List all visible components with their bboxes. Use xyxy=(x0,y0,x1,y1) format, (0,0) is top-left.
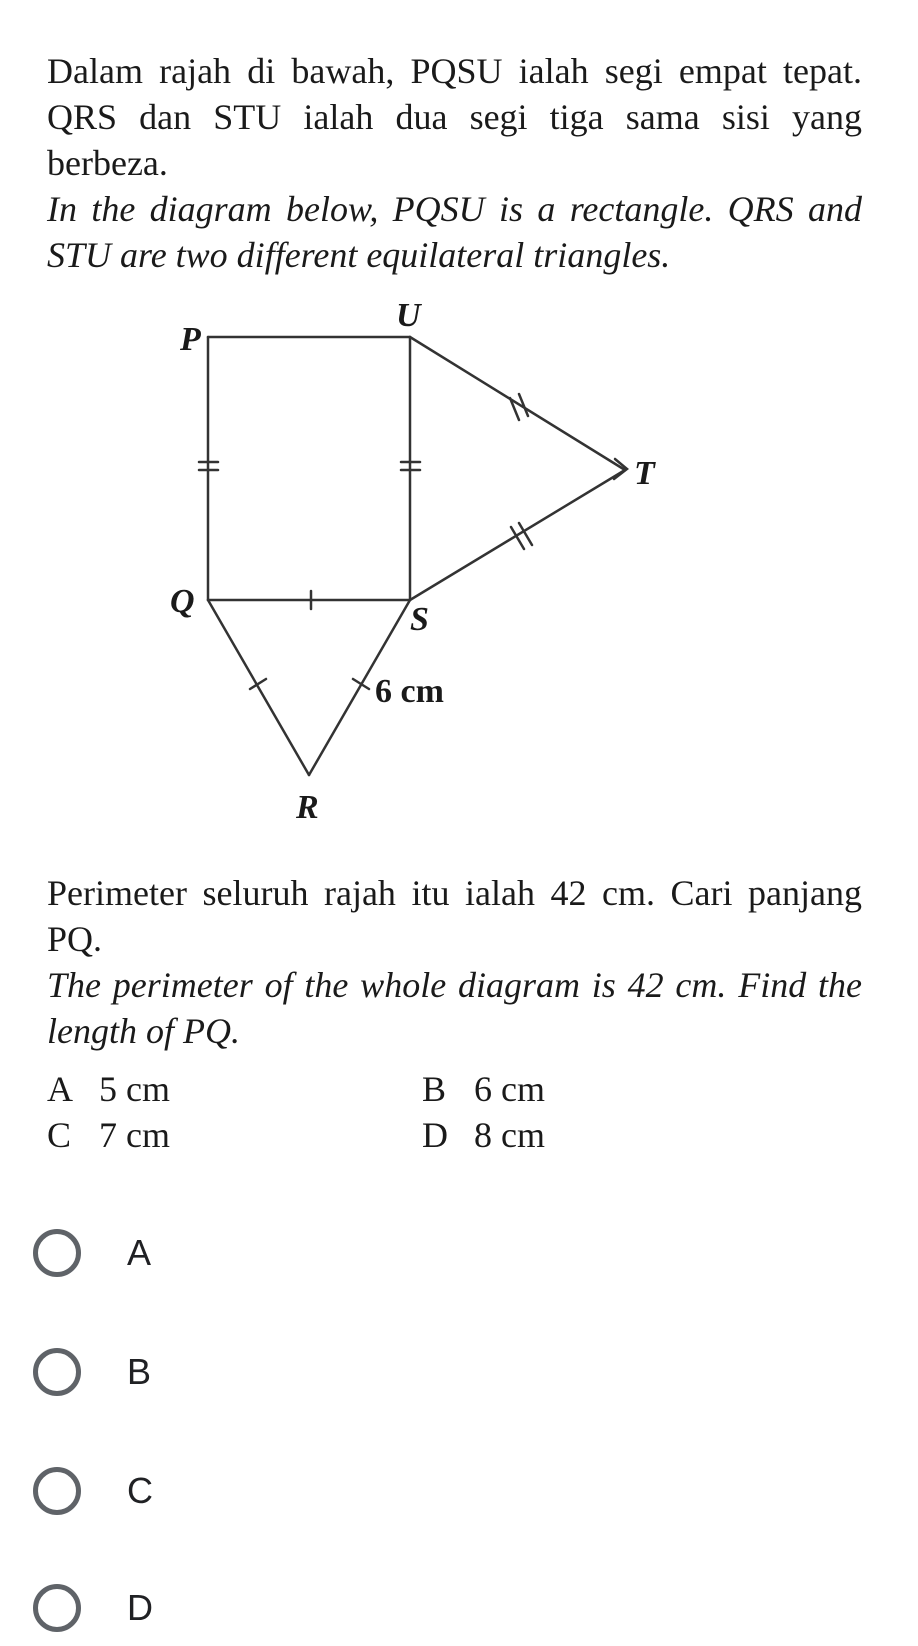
intro-malay: Dalam rajah di bawah, PQSU ialah segi empat tepat. QRS dan STU ialah dua segi tiga sama sisi yang berbeza. xyxy=(47,51,862,183)
radio-button-icon[interactable] xyxy=(33,1584,81,1632)
label-t: T xyxy=(634,455,655,492)
radio-button-icon[interactable] xyxy=(33,1348,81,1396)
side-ut xyxy=(410,337,625,470)
answer-choice-label: B xyxy=(127,1351,152,1392)
tick-ts-1 xyxy=(511,527,524,549)
radio-button-icon[interactable] xyxy=(33,1229,81,1277)
answer-choice-label: A xyxy=(127,1232,152,1273)
answer-choice-c[interactable] xyxy=(30,1459,870,1529)
answer-choice-label: D xyxy=(127,1587,153,1628)
printed-option-c: C 7 cm xyxy=(47,1115,170,1155)
printed-option-b: B 6 cm xyxy=(422,1069,545,1109)
label-q: Q xyxy=(170,583,195,620)
printed-option-a: A 5 cm xyxy=(47,1069,170,1109)
tick-ut-1 xyxy=(510,398,519,420)
label-r: R xyxy=(296,789,319,826)
tick-ts-2 xyxy=(519,523,532,545)
arrowhead-t xyxy=(614,459,627,479)
answer-choice-d[interactable] xyxy=(30,1576,870,1646)
tick-rs xyxy=(353,679,369,689)
tick-ut-2 xyxy=(519,394,528,416)
label-side-length: 6 cm xyxy=(375,673,444,710)
label-u: U xyxy=(396,297,421,334)
label-s: S xyxy=(410,601,429,638)
printed-option-d: D 8 cm xyxy=(422,1115,545,1155)
label-p: P xyxy=(180,321,201,358)
tick-qr xyxy=(250,679,266,689)
side-qr xyxy=(208,600,309,775)
prompt-malay: Perimeter seluruh rajah itu ialah 42 cm. Cari panjang PQ. xyxy=(47,873,862,959)
radio-button-icon[interactable] xyxy=(33,1467,81,1515)
prompt-english: The perimeter of the whole diagram is 42 cm. Find the length of PQ. xyxy=(47,965,862,1051)
answer-choice-label: C xyxy=(127,1470,153,1511)
answer-choice-b[interactable] xyxy=(30,1340,870,1410)
side-ts xyxy=(410,470,625,600)
intro-english: In the diagram below, PQSU is a rectangle. QRS and STU are two different equilateral triangles. xyxy=(47,189,862,275)
answer-choice-a[interactable] xyxy=(30,1221,870,1291)
side-rs xyxy=(309,600,410,775)
